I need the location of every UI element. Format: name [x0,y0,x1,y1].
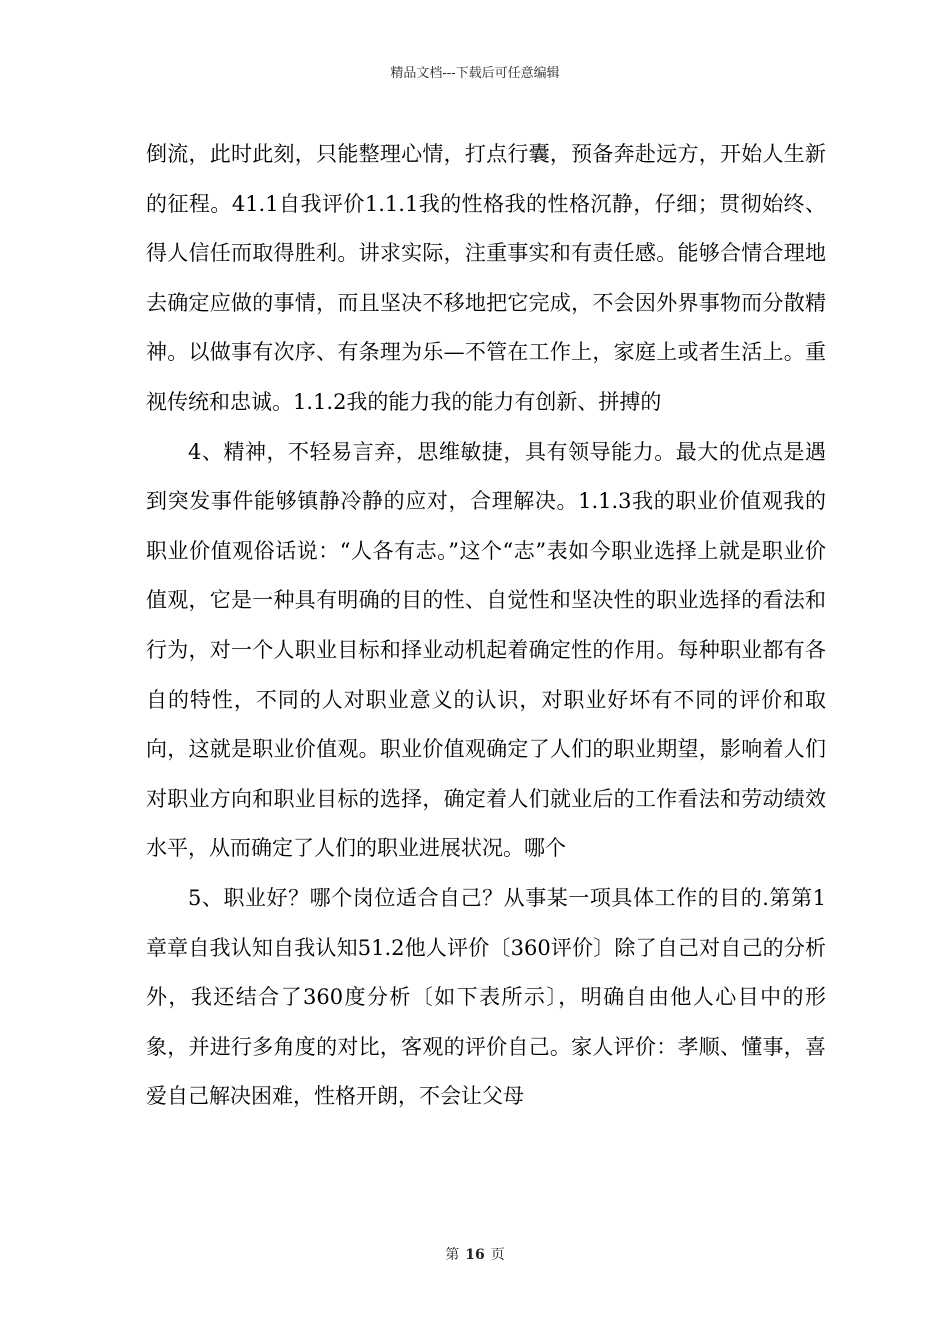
page-label-prefix: 第 [445,1247,460,1263]
page-header: 精品文档---下载后可任意编辑 [390,66,560,81]
paragraph-3: 5、职业好？哪个岗位适合自己？从事某一项具体工作的目的.第第1章章自我认知自我认知51.2他人评价〔360评价〕除了自己对自己的分析外，我还结合了360度分析〔如下表所示〕，明确自由他人心目中的形象，并进行多角度的对比，客观的评价自己。家人评价：孝顺、懂事，喜爱自己解决困难，性格开朗，不会让父母 [146,885,826,1109]
page-number: 16 [465,1247,485,1263]
paragraph-2: 4、精神，不轻易言弃，思维敏捷，具有领导能力。最大的优点是遇到突发事件能够镇静冷静的应对，合理解决。1.1.3我的职业价值观我的职业价值观俗话说：“人各有志。”这个“志”表如今职业选择上就是职业价值观，它是一种具有明确的目的性、自觉性和坚决性的职业选择的看法和行为，对一个人职业目标和择业动机起着确定性的作用。每种职业都有各自的特性，不同的人对职业意义的认识，对职业好坏有不同的评价和取向，这就是职业价值观。职业价值观确定了人们的职业期望，影响着人们对职业方向和职业目标的选择，确定着人们就业后的工作看法和劳动绩效水平，从而确定了人们的职业进展状况。哪个 [146,439,826,861]
page-footer [0,1246,950,1264]
page-label-suffix: 页 [490,1247,505,1263]
paragraph-1: 倒流，此时此刻，只能整理心情，打点行囊，预备奔赴远方，开始人生新的征程。41.1自我评价1.1.1我的性格我的性格沉静，仔细；贯彻始终、得人信任而取得胜利。讲求实际，注重事实和有责任感。能够合情合理地去确定应做的事情，而且坚决不移地把它完成，不会因外界事物而分散精神。以做事有次序、有条理为乐—不管在工作上，家庭上或者生活上。重视传统和忠诚。1.1.2我的能力我的能力有创新、拼搏的 [146,142,826,414]
document-body [146,130,826,1122]
